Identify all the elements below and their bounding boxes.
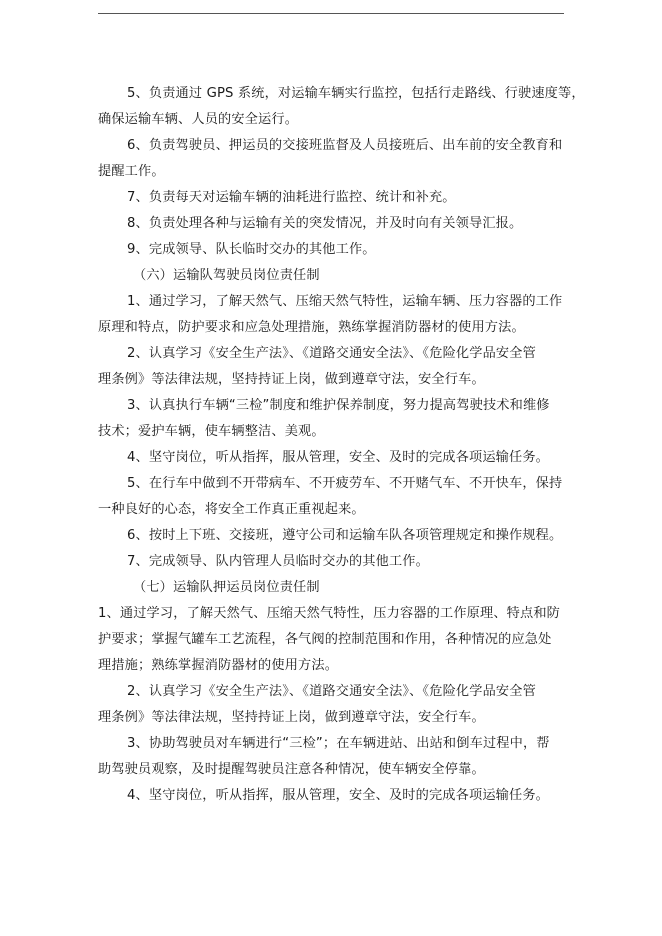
para-line: 5、在行车中做到不开带病车、不开疲劳车、不开赌气车、不开快车，保持	[127, 476, 563, 491]
para-line: 护要求；掌握气罐车工艺流程，各气阀的控制范围和作用，各种情况的应急处	[98, 632, 552, 647]
para-line: 8、负责处理各种与运输有关的突发情况，并及时向有关领导汇报。	[127, 216, 523, 231]
para-line: 原理和特点，防护要求和应急处理措施，熟练掌握消防器材的使用方法。	[98, 320, 525, 335]
para-line: 理条例》等法律法规，坚持持证上岗，做到遵章守法，安全行车。	[98, 372, 485, 387]
para-line: 7、负责每天对运输车辆的油耗进行监控、统计和补充。	[127, 190, 456, 205]
para-line: 提醒工作。	[98, 164, 165, 179]
para-line: 6、按时上下班、交接班，遵守公司和运输车队各项管理规定和操作规程。	[127, 528, 563, 543]
para-line: 6、负责驾驶员、押运员的交接班监督及人员接班后、出车前的安全教育和	[127, 138, 563, 153]
para-line: 7、完成领导、队内管理人员临时交办的其他工作。	[127, 554, 429, 569]
para-line: 5、负责通过 GPS 系统，对运输车辆实行监控，包括行走路线、行驶速度等，	[127, 86, 585, 101]
para-line: 1、通过学习，了解天然气、压缩天然气特性，运输车辆、压力容器的工作	[127, 294, 563, 309]
para-line: 2、认真学习《安全生产法》、《道路交通安全法》、《危险化学品安全管	[127, 346, 536, 361]
section-heading: （七）运输队押运员岗位责任制	[133, 580, 320, 595]
para-line: 技术；爱护车辆，使车辆整洁、美观。	[98, 424, 325, 439]
para-line: 助驾驶员观察，及时提醒驾驶员注意各种情况，使车辆安全停靠。	[98, 762, 485, 777]
para-line: 理措施；熟练掌握消防器材的使用方法。	[98, 658, 339, 673]
para-line: 确保运输车辆、人员的安全运行。	[98, 112, 299, 127]
para-line: 理条例》等法律法规，坚持持证上岗，做到遵章守法，安全行车。	[98, 710, 485, 725]
para-line: 9、完成领导、队长临时交办的其他工作。	[127, 242, 376, 257]
section-heading: （六）运输队驾驶员岗位责任制	[133, 268, 320, 283]
para-line: 4、坚守岗位，听从指挥，服从管理，安全、及时的完成各项运输任务。	[127, 788, 549, 803]
header-rule	[98, 13, 564, 14]
para-line: 3、协助驾驶员对车辆进行“三检”；在车辆进站、出站和倒车过程中，帮	[127, 736, 550, 751]
para-line: 2、认真学习《安全生产法》、《道路交通安全法》、《危险化学品安全管	[127, 684, 536, 699]
para-line: 1、通过学习，了解天然气、压缩天然气特性，压力容器的工作原理、特点和防	[98, 606, 561, 621]
para-line: 4、坚守岗位，听从指挥，服从管理，安全、及时的完成各项运输任务。	[127, 450, 549, 465]
para-line: 3、认真执行车辆“三检”制度和维护保养制度，努力提高驾驶技术和维修	[127, 398, 550, 413]
para-line: 一种良好的心态，将安全工作真正重视起来。	[98, 502, 365, 517]
